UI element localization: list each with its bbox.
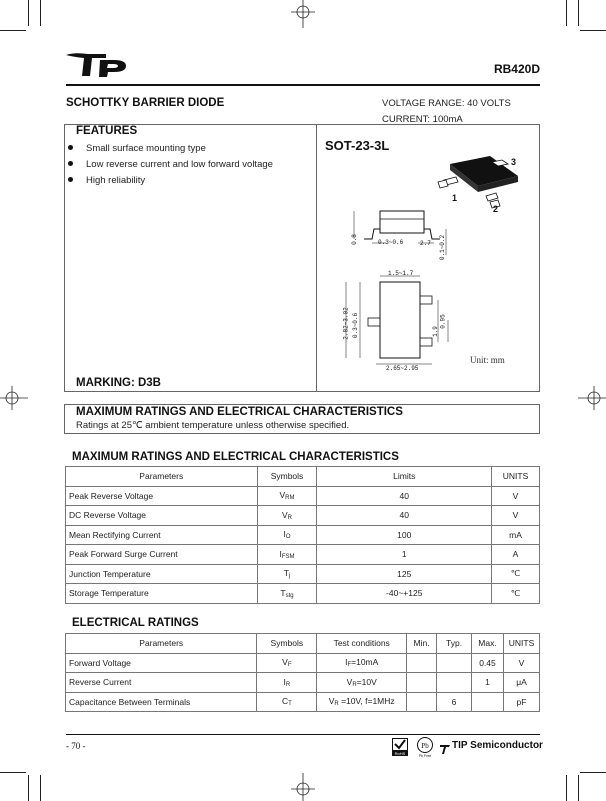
bullet-icon [68,145,73,150]
registration-mark-left [0,386,28,410]
registration-mark-bottom [291,773,315,801]
column-header: Max. [472,634,504,654]
column-header: Symbols [257,467,317,487]
crop-mark [28,0,29,26]
page-number: - 70 - [66,741,86,751]
table-header-row [66,634,540,654]
dimension-label: 0.3~0.6 [352,312,360,339]
electrical-ratings-title: ELECTRICAL RATINGS [72,617,199,629]
bullet-icon [68,161,73,166]
dimension-label: 0.8 [350,234,358,245]
table-row: Peak Reverse Voltage $V_{RM}$ 40 V [66,486,540,506]
dimension-label: 2.65~2.95 [386,365,419,372]
dimension-label: 2.82~3.02 [342,307,350,340]
column-header: Test conditions [317,634,407,654]
table-row: Peak Forward Surge Current $I_{FSM}$ 1 A [66,545,540,565]
voltage-range: VOLTAGE RANGE: 40 VOLTS [382,98,511,109]
svg-text:Pb: Pb [421,742,429,750]
feature-item: Small surface mounting type [68,143,206,154]
table-row: Junction Temperature $T_j$ 125 ℃ [66,564,540,584]
crop-mark [580,30,606,31]
footer-brand: TIP Semiconductor [452,740,543,751]
box-divider [316,124,317,392]
package-title: SOT-23-3L [325,138,390,153]
registration-mark-top [291,0,315,28]
crop-mark [578,775,579,801]
column-header: Parameters [66,634,257,654]
column-header: Min. [407,634,437,654]
header-rule [66,84,540,86]
column-header: Symbols [257,634,317,654]
electrical-ratings-table [65,633,540,712]
part-number: RB420D [493,62,540,76]
dimension-label: 2.7 [420,240,431,247]
unit-label: Unit: mm [470,355,505,365]
ratings-intro-title: MAXIMUM RATINGS AND ELECTRICAL CHARACTERISTICS [76,406,403,418]
crop-mark [580,772,606,773]
table-row: Mean Rectifying Current $I_O$ 100 mA [66,525,540,545]
rohs-icon [392,738,408,761]
marking-code: MARKING: D3B [76,377,161,389]
max-ratings-table [65,466,540,604]
tip-logo-icon [440,741,450,759]
table-header-row [66,467,540,487]
pin-label: 3 [511,157,517,167]
crop-mark [578,0,579,26]
dimension-label: 0.1~0.2 [439,234,447,261]
svg-text:Pb Free: Pb Free [418,754,432,758]
crop-mark [40,0,41,26]
crop-mark [0,772,26,773]
column-header: Limits [317,467,492,487]
table-row: Forward Voltage $V_F$ $I_F=10mA$ 0.45 V [66,653,540,673]
pb-free-icon [414,736,436,763]
column-header: Typ. [437,634,472,654]
table-row: Reverse Current $I_R$ $V_R=10V$ 1 μA [66,673,540,693]
registration-mark-right [578,386,606,410]
crop-mark [0,30,26,31]
max-ratings-title: MAXIMUM RATINGS AND ELECTRICAL CHARACTERISTICS [72,451,399,463]
column-header: Parameters [66,467,258,487]
column-header: UNITS [492,467,540,487]
pin-label: 2 [493,204,499,214]
crop-mark [40,775,41,801]
dimension-label: 0.3~0.6 [378,239,404,246]
crop-mark [28,775,29,801]
dimension-label: 1.9 [431,326,439,337]
dimension-label: 0.95 [439,314,447,329]
current-rating: CURRENT: 100mA [382,114,463,125]
dimension-label: 1.5~1.7 [388,270,414,277]
bullet-icon [68,177,73,182]
column-header: UNITS [503,634,539,654]
crop-mark [566,0,567,26]
document-title: SCHOTTKY BARRIER DIODE [66,97,225,109]
feature-item: High reliability [68,175,145,186]
footer-rule [66,734,540,735]
table-row: Capacitance Between Terminals $C_T$ $V_R =10V$, f=1MHz 6 pF [66,692,540,712]
brand-logo [66,52,130,83]
table-row: DC Reverse Voltage $V_R$ 40 V [66,506,540,526]
table-row: Storage Temperature $T_{stg}$ -40~+125 ℃ [66,584,540,604]
feature-item: Low reverse current and low forward voltage [68,159,273,170]
crop-mark [566,775,567,801]
svg-text:RoHS: RoHS [394,751,406,756]
ratings-note: Ratings at 25℃ ambient temperature unless otherwise specified. [76,420,350,431]
features-title: FEATURES [76,125,138,137]
pin-label: 1 [452,193,458,203]
